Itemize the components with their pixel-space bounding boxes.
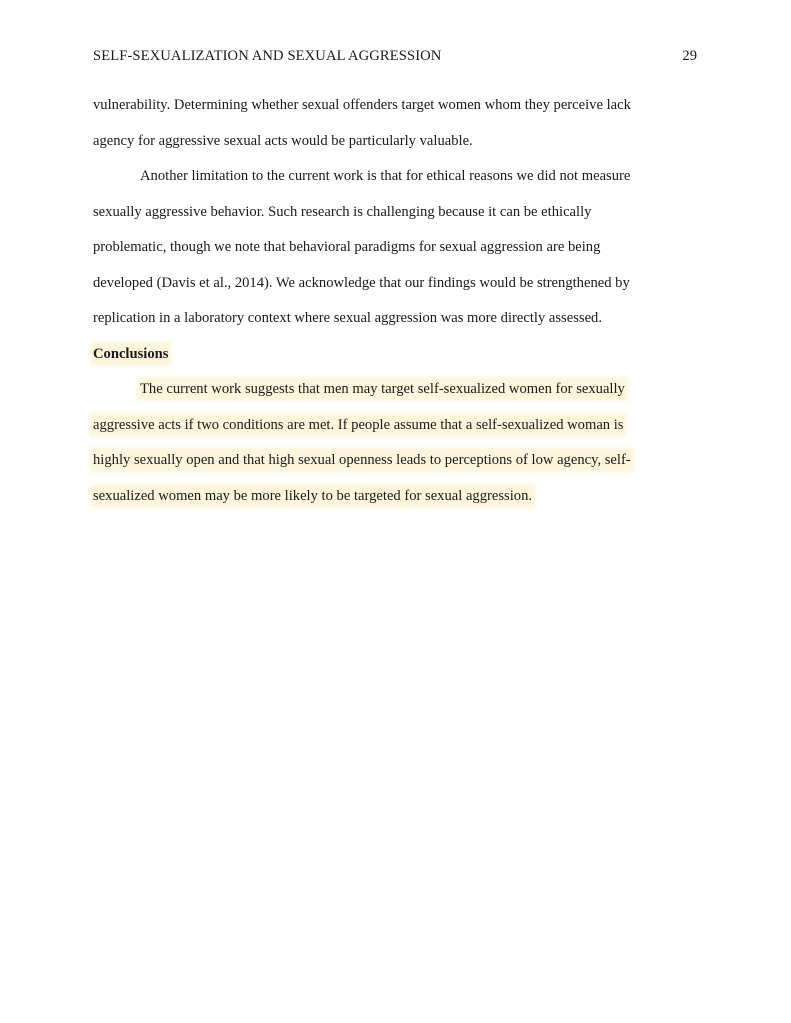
highlighted-text: sexualized women may be more likely to be targeted for sexual aggression. — [93, 487, 533, 504]
text-line-highlighted — [93, 372, 683, 408]
paragraph-ethical-limitation — [93, 159, 683, 337]
body-text — [93, 88, 683, 514]
text-line: problematic, though we note that behavioral paradigms for sexual aggression are being — [93, 239, 601, 255]
highlighted-text: The current work suggests that men may target self-sexualized women for sexually — [140, 381, 625, 397]
text-line-highlighted — [93, 479, 683, 515]
text-line: vulnerability. Determining whether sexual offenders target women whom they perceive lack — [93, 97, 631, 113]
conclusions-heading-text: Conclusions — [93, 345, 169, 362]
text-line: sexually aggressive behavior. Such research is challenging because it can be ethically — [93, 203, 592, 220]
paragraph-conclusions — [93, 372, 683, 514]
running-head: SELF-SEXUALIZATION AND SEXUAL AGGRESSION — [93, 48, 442, 64]
highlighted-text: highly sexually open and that high sexual openness leads to perceptions of low agency, self- — [93, 452, 631, 468]
text-line: Another limitation to the current work is that for ethical reasons we did not measure — [140, 168, 631, 184]
paragraph-limitations-continued — [93, 88, 683, 159]
page-number: 29 — [682, 48, 697, 64]
section-heading-conclusions — [93, 337, 683, 373]
text-line: agency for aggressive sexual acts would be particularly valuable. — [93, 132, 473, 149]
text-line-highlighted — [93, 443, 683, 479]
text-line-highlighted — [93, 408, 683, 444]
text-line: replication in a laboratory context where sexual aggression was more directly assessed. — [93, 310, 602, 326]
highlighted-text: aggressive acts if two conditions are met. If people assume that a self-sexualized woman is — [93, 416, 624, 433]
text-line: developed (Davis et al., 2014). We acknowledge that our findings would be strengthened by — [93, 274, 630, 291]
